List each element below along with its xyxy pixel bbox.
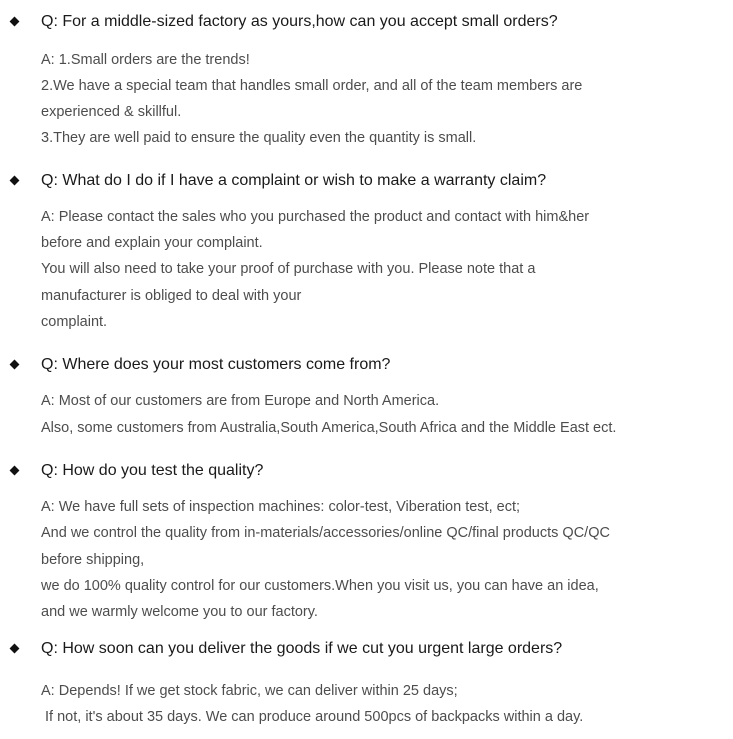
answer-line: A: We have full sets of inspection machines: color-test, Viberation test, ect; xyxy=(41,499,521,515)
question-text: Q: For a middle-sized factory as yours,how can you accept small orders? xyxy=(41,13,558,30)
faq-question-5 xyxy=(0,637,733,661)
question-text: Q: What do I do if I have a complaint or wish to make a warranty claim? xyxy=(41,172,547,189)
answer-line: A: 1.Small orders are the trends! xyxy=(41,52,250,68)
answer-line: and we warmly welcome you to our factory. xyxy=(41,604,318,620)
faq-question-2 xyxy=(0,169,733,193)
answer-line: Also, some customers from Australia,South America,South Africa and the Middle East ect. xyxy=(41,420,617,436)
answer-line: complaint. xyxy=(41,314,108,330)
question-text: Q: Where does your most customers come from? xyxy=(41,356,391,373)
answer-line: You will also need to take your proof of purchase with you. Please note that a xyxy=(41,261,536,277)
faq-question-1 xyxy=(0,10,733,34)
question-text: Q: How soon can you deliver the goods if we cut you urgent large orders? xyxy=(41,640,563,657)
diamond-bullet-icon xyxy=(10,17,20,27)
answer-line: A: Most of our customers are from Europe and North America. xyxy=(41,393,440,409)
diamond-bullet-icon xyxy=(10,360,20,370)
diamond-bullet-icon xyxy=(10,466,20,476)
diamond-bullet-icon xyxy=(10,644,20,654)
answer-line: experienced & skillful. xyxy=(41,104,182,120)
answer-line: we do 100% quality control for our customers.When you visit us, you can have an idea, xyxy=(41,578,599,594)
answer-line: If not, it's about 35 days. We can produce around 500pcs of backpacks within a day. xyxy=(41,709,584,725)
diamond-bullet-icon xyxy=(10,176,20,186)
answer-line: manufacturer is obliged to deal with your xyxy=(41,288,302,304)
answer-line: 2.We have a special team that handles small order, and all of the team members are xyxy=(41,78,583,94)
answer-line: before shipping, xyxy=(41,552,145,568)
answer-line: A: Please contact the sales who you purchased the product and contact with him&her xyxy=(41,209,590,225)
answer-line: A: Depends! If we get stock fabric, we can deliver within 25 days; xyxy=(41,683,458,699)
answer-line: And we control the quality from in-materials/accessories/online QC/final products QC/QC xyxy=(41,525,610,541)
faq-question-4 xyxy=(0,459,733,483)
answer-line: 3.They are well paid to ensure the quality even the quantity is small. xyxy=(41,130,477,146)
answer-line: before and explain your complaint. xyxy=(41,235,263,251)
faq-question-3 xyxy=(0,353,733,377)
question-text: Q: How do you test the quality? xyxy=(41,462,264,479)
